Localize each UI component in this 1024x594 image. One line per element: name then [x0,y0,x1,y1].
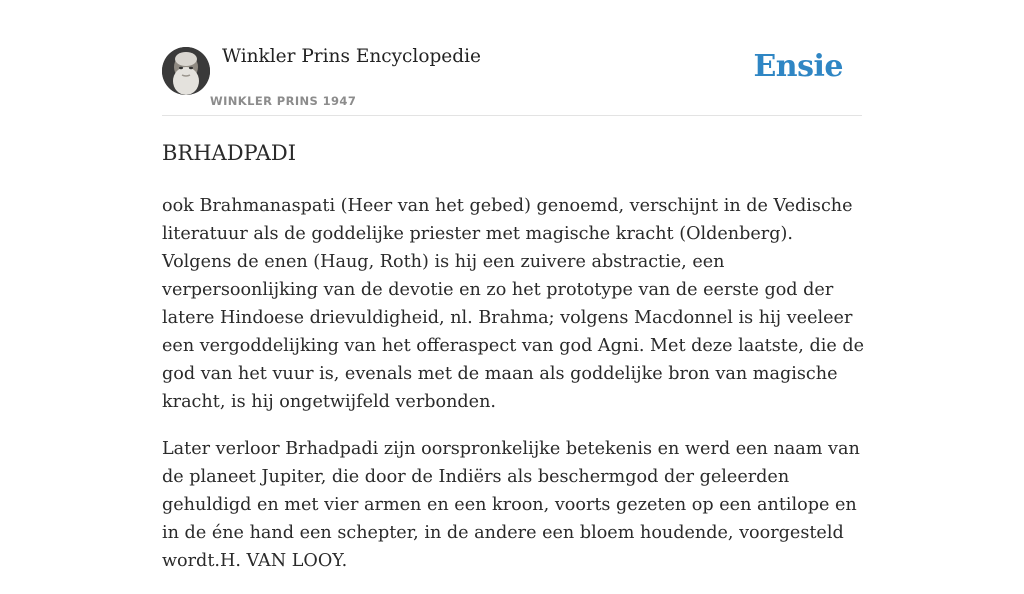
source-header [162,44,862,116]
source-subtitle: WINKLER PRINS 1947 [210,94,357,108]
article-paragraph: ook Brahmanaspati (Heer van het gebed) genoemd, verschijnt in de Vedische literatuur als de goddelijke priester met magische kracht (Oldenberg). Volgens de enen (Haug, Roth) is hij een zuivere abstractie, een verpersoonlijking van de devotie en zo het prototype van de eerste god der latere Hindoese drievuldigheid, nl. Brahma; volgens Macdonnel is hij veeleer een vergoddelijking van het offeraspect van god Agni. Met deze laatste, die de god van het vuur is, evenals met de maan als goddelijke bron van magische kracht, is hij ongetwijfeld verbonden. [162,196,865,412]
ensie-logo[interactable]: Ensie [753,49,843,84]
author-avatar-icon[interactable] [162,47,210,95]
article-headword: BRHADPADI [162,141,297,165]
article-body [162,192,864,594]
article-paragraph: Later verloor Brhadpadi zijn oorspronkelijke betekenis en werd een naam van de planeet Jupiter, die door de Indiërs als beschermgod der geleerden gehuldigd en met vier armen en een kroon, voorts gezeten op een antilope en in de éne hand een schepter, in de andere een bloem houdende, voorgesteld wordt.H. VAN LOOY. [162,439,860,571]
header-divider [162,115,862,116]
source-title[interactable]: Winkler Prins Encyclopedie [222,46,481,67]
